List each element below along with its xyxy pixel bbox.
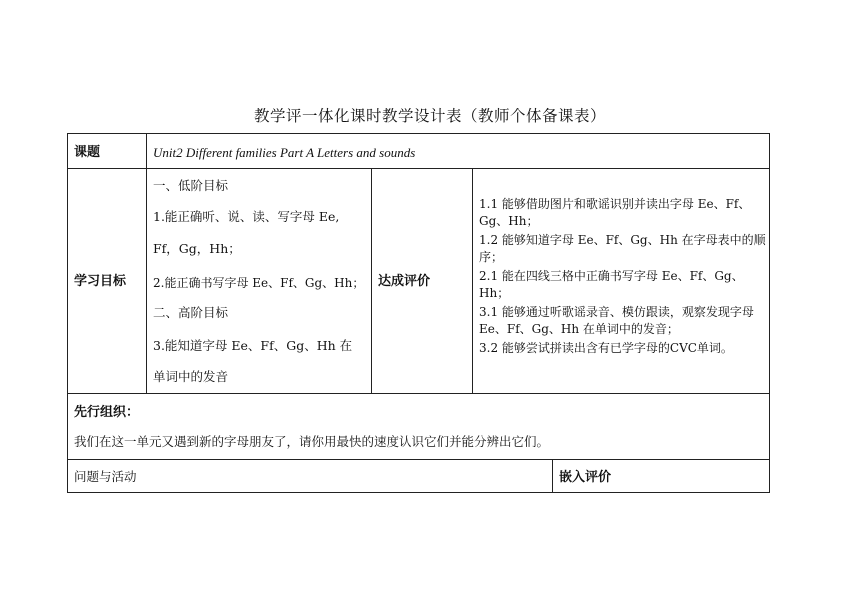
eval-item: 1.2 能够知道字母 Ee、Ff、Gg、Hh 在字母表中的顺序； xyxy=(479,233,766,264)
learning-goals-content xyxy=(153,168,368,393)
column-divider xyxy=(472,168,473,393)
lesson-design-table xyxy=(67,133,770,493)
eval-item: 3.2 能够尝试拼读出含有已学字母的CVC单词。 xyxy=(479,341,733,356)
eval-item: 1.1 能够借助图片和歌谣识别并读出字母 Ee、Ff、Gg、Hh； xyxy=(479,197,751,228)
goal-line: 3.能知道字母 Ee、Ff、Gg、Hh 在 xyxy=(153,338,353,353)
learning-goals-label: 学习目标 xyxy=(74,274,127,289)
achievement-eval-label: 达成评价 xyxy=(378,274,431,289)
topic-value: Unit2 Different families Part A Letters and sounds xyxy=(153,145,416,160)
column-divider xyxy=(371,168,372,393)
row-divider xyxy=(68,393,769,394)
goal-line: 单词中的发音 xyxy=(153,369,229,384)
eval-item: 2.1 能在四线三格中正确书写字母 Ee、Ff、Gg、Hh； xyxy=(479,269,744,300)
advance-organizer-text: 我们在这一单元又遇到新的字母朋友了，请你用最快的速度认识它们并能分辨出它们。 xyxy=(74,434,550,449)
advance-organizer-label: 先行组织： xyxy=(74,405,140,420)
eval-item: 3.1 能够通过听歌谣录音、模仿跟读，观察发现字母 Ee、Ff、Gg、Hh 在单词中的发音； xyxy=(479,305,754,336)
goal-line: Ff，Gg，Hh； xyxy=(153,241,241,256)
document-title: 教学评一体化课时教学设计表（教师个体备课表） xyxy=(253,107,606,125)
goal-line: 1.能正确听、说、读、写字母 Ee, xyxy=(153,209,340,224)
goal-line: 2.能正确书写字母 Ee、Ff、Gg、Hh； xyxy=(153,276,365,290)
column-divider xyxy=(146,134,147,393)
activities-label: 问题与活动 xyxy=(74,469,137,484)
goal-line: 二、高阶目标 xyxy=(153,305,229,320)
topic-label: 课题 xyxy=(74,145,101,160)
goal-line: 一、低阶目标 xyxy=(153,178,229,193)
achievement-eval-list xyxy=(479,196,767,360)
embedded-eval-label: 嵌入评价 xyxy=(559,470,612,485)
row-divider xyxy=(68,459,769,460)
column-divider xyxy=(552,459,553,493)
